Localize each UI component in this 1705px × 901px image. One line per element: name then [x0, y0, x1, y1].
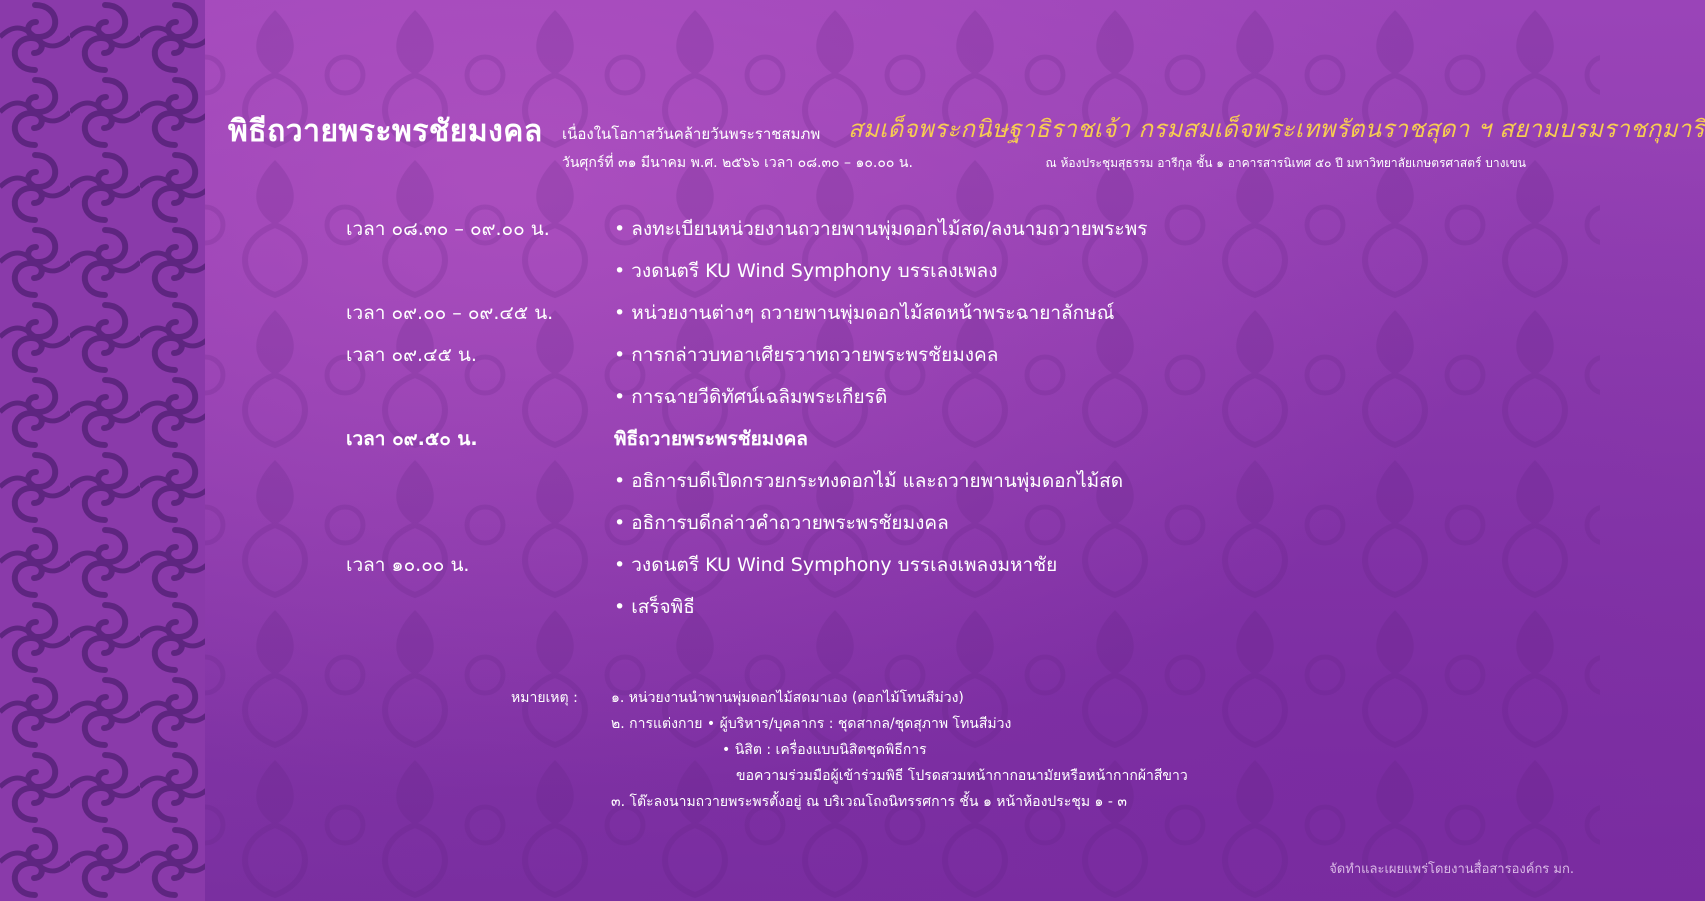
schedule-time: เวลา ๑๐.๐๐ น.: [346, 554, 470, 576]
schedule-row: [346, 298, 1346, 340]
schedule-event: • การฉายวีดิทัศน์เฉลิมพระเกียรติ: [614, 386, 888, 408]
ceremony-title: พิธีถวายพระพรชัยมงคล: [228, 114, 543, 149]
schedule-time: เวลา ๐๙.๐๐ – ๐๙.๔๕ น.: [346, 302, 554, 324]
schedule-event: • อธิการบดีเปิดกรวยกระทงดอกไม้ และถวายพานพุ่มดอกไม้สด: [614, 470, 1124, 492]
note-line: ๒. การแต่งกาย • ผู้บริหาร/บุคลากร : ชุดสากล/ชุดสุภาพ โทนสีม่วง: [611, 716, 1012, 732]
schedule-event: • หน่วยงานต่างๆ ถวายพานพุ่มดอกไม้สดหน้าพระฉายาลักษณ์: [614, 302, 1115, 324]
note-line: ๑. หน่วยงานนำพานพุ่มดอกไม้สดมาเอง (ดอกไม้โทนสีม่วง): [611, 690, 964, 706]
schedule-event: • ลงทะเบียนหน่วยงานถวายพานพุ่มดอกไม้สด/ลงนามถวายพระพร: [614, 218, 1148, 240]
royal-name: สมเด็จพระกนิษฐาธิราชเจ้า กรมสมเด็จพระเทพรัตนราชสุดา ฯ สยามบรมราชกุมารี: [848, 115, 1705, 143]
schedule-event: • วงดนตรี KU Wind Symphony บรรเลงเพลง: [614, 260, 998, 282]
note-line: ๓. โต๊ะลงนามถวายพระพรตั้งอยู่ ณ บริเวณโถงนิทรรศการ ชั้น ๑ หน้าห้องประชุม ๑ - ๓: [611, 794, 1127, 810]
schedule-row: [346, 382, 1346, 424]
schedule-event: • การกล่าวบทอาเศียรวาทถวายพระพรชัยมงคล: [614, 344, 999, 366]
schedule-row: [346, 592, 1346, 634]
scroll-ornament-pattern: [0, 0, 205, 901]
schedule-row: [346, 466, 1346, 508]
schedule-event: • วงดนตรี KU Wind Symphony บรรเลงเพลงมหาชัย: [614, 554, 1058, 576]
schedule-row: [346, 214, 1346, 256]
schedule-row: [346, 550, 1346, 592]
schedule-event: • เสร็จพิธี: [614, 596, 695, 618]
schedule-row-main-ceremony: [346, 424, 1346, 466]
schedule-row: [346, 508, 1346, 550]
schedule-row: [346, 340, 1346, 382]
event-datetime: วันศุกร์ที่ ๓๑ มีนาคม พ.ศ. ๒๕๖๖ เวลา ๐๘.๓๐ – ๑๐.๐๐ น.: [562, 155, 913, 171]
schedule-list: [346, 214, 1346, 634]
event-venue: ณ ห้องประชุมสุธรรม อารีกุล ชั้น ๑ อาคารสารนิเทศ ๕๐ ปี มหาวิทยาลัยเกษตรศาสตร์ บางเขน: [1045, 156, 1526, 170]
schedule-time: เวลา ๐๙.๔๕ น.: [346, 344, 477, 366]
schedule-row: [346, 256, 1346, 298]
schedule-event: • อธิการบดีกล่าวคำถวายพระพรชัยมงคล: [614, 512, 949, 534]
schedule-event: พิธีถวายพระพรชัยมงคล: [614, 428, 808, 450]
note-line: ขอความร่วมมือผู้เข้าร่วมพิธี โปรดสวมหน้ากากอนามัยหรือหน้ากากผ้าสีขาว: [736, 768, 1188, 784]
schedule-time: เวลา ๐๙.๕๐ น.: [346, 428, 478, 450]
notes-label: หมายเหตุ :: [511, 690, 578, 706]
note-line: • นิสิต : เครื่องแบบนิสิตชุดพิธีการ: [722, 742, 927, 758]
schedule-time: เวลา ๐๘.๓๐ – ๐๙.๐๐ น.: [346, 218, 550, 240]
publisher-credit: จัดทำและเผยแพร่โดยงานสื่อสารองค์กร มก.: [1329, 862, 1574, 877]
occasion-text: เนื่องในโอกาสวันคล้ายวันพระราชสมภพ: [562, 125, 821, 143]
